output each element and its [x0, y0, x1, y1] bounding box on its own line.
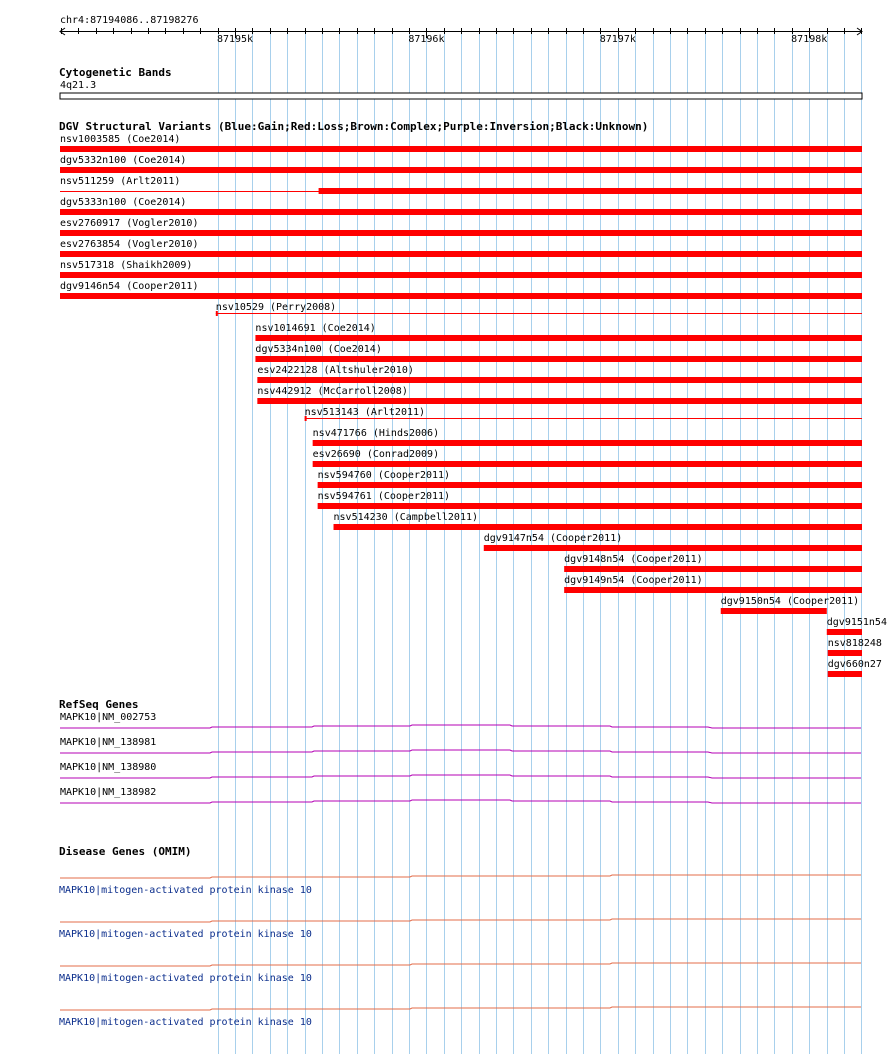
variant-label[interactable]: esv2763854 (Vogler2010): [60, 239, 199, 250]
refseq-gene-model: [60, 725, 861, 728]
refseq-gene-model: [60, 775, 861, 778]
variant-label[interactable]: esv26690 (Conrad2009): [312, 449, 440, 460]
variant-bar: [60, 251, 862, 257]
omim-gene-model: [60, 963, 861, 966]
variant-bar: [828, 650, 862, 656]
variant-bar: [255, 356, 862, 362]
variant-bar: [257, 398, 862, 404]
variant-bar: [827, 629, 862, 635]
variant-label[interactable]: esv2422128 (Altshuler2010): [257, 365, 414, 376]
variant-bar: [257, 377, 862, 383]
variant-label[interactable]: dgv5334n100 (Coe2014): [255, 344, 382, 355]
ruler-tick-label: 87195k: [216, 34, 254, 45]
refseq-gene-label[interactable]: MAPK10|NM_138980: [60, 762, 157, 773]
variant-label[interactable]: nsv10529 (Perry2008): [215, 302, 337, 313]
variant-label[interactable]: dgv660n27: [827, 659, 882, 670]
omim-gene-model: [60, 919, 861, 922]
variant-label[interactable]: esv2760917 (Vogler2010): [60, 218, 199, 229]
variant-label[interactable]: nsv594761 (Cooper2011): [317, 491, 451, 502]
variant-label[interactable]: nsv818248: [827, 638, 882, 649]
variant-label[interactable]: nsv594760 (Cooper2011): [317, 470, 451, 481]
omim-gene-label[interactable]: MAPK10|mitogen-activated protein kinase 10: [59, 1017, 312, 1028]
variant-bar: [318, 482, 862, 488]
variant-label[interactable]: nsv511259 (Arlt2011): [60, 176, 181, 187]
variant-bar: [60, 272, 862, 278]
variant-label[interactable]: dgv9147n54 (Cooper2011): [483, 533, 623, 544]
variant-bar: [318, 503, 862, 509]
variant-bar: [60, 209, 862, 215]
variant-label[interactable]: dgv5333n100 (Coe2014): [60, 197, 187, 208]
variant-bar: [319, 188, 862, 194]
omim-gene-model: [60, 875, 861, 878]
variant-label[interactable]: dgv9151n54: [826, 617, 887, 628]
variant-bar: [313, 461, 862, 467]
omim-gene-label[interactable]: MAPK10|mitogen-activated protein kinase 10: [59, 973, 312, 984]
variant-label[interactable]: nsv471766 (Hinds2006): [312, 428, 440, 439]
refseq-track-title[interactable]: RefSeq Genes: [59, 698, 139, 711]
omim-gene-label[interactable]: MAPK10|mitogen-activated protein kinase 10: [59, 885, 312, 896]
variant-bar: [60, 230, 862, 236]
variant-label[interactable]: nsv517318 (Shaikh2009): [60, 260, 193, 271]
variant-label[interactable]: nsv442912 (McCarroll2008): [257, 386, 408, 397]
variant-bar: [60, 293, 862, 299]
variant-bar: [334, 524, 862, 530]
refseq-gene-label[interactable]: MAPK10|NM_138981: [60, 737, 157, 748]
variant-label[interactable]: nsv513143 (Arlt2011): [304, 407, 426, 418]
variant-label[interactable]: nsv1014691 (Coe2014): [255, 323, 376, 334]
variant-label[interactable]: dgv9150n54 (Cooper2011): [720, 596, 860, 607]
refseq-gene-label[interactable]: MAPK10|NM_138982: [60, 787, 157, 798]
variant-bar: [828, 671, 862, 677]
variant-bar: [564, 587, 862, 593]
variant-bar: [313, 440, 862, 446]
variant-bar: [721, 608, 827, 614]
refseq-gene-label[interactable]: MAPK10|NM_002753: [60, 712, 157, 723]
ruler-coordinates: chr4:87194086..87198276: [60, 15, 199, 26]
variant-label[interactable]: dgv9149n54 (Cooper2011): [564, 575, 703, 586]
variant-bar: [255, 335, 862, 341]
cyto-track-title[interactable]: Cytogenetic Bands: [59, 66, 172, 79]
refseq-gene-model: [60, 750, 861, 753]
ruler-tick-label: 87196k: [408, 34, 445, 45]
refseq-gene-model: [60, 800, 861, 803]
variant-label[interactable]: dgv9146n54 (Cooper2011): [60, 281, 199, 292]
cytoband-bar: [60, 93, 862, 99]
omim-gene-model: [60, 1007, 861, 1010]
variant-bar: [564, 566, 862, 572]
omim-gene-label[interactable]: MAPK10|mitogen-activated protein kinase 10: [59, 929, 312, 940]
variant-bar: [484, 545, 862, 551]
ruler-tick-label: 87197k: [599, 34, 636, 45]
variant-bar: [60, 167, 862, 173]
variant-bar: [60, 146, 862, 152]
ruler-tick-label: 87198k: [791, 34, 828, 45]
variant-label[interactable]: dgv9148n54 (Cooper2011): [564, 554, 703, 565]
variant-label[interactable]: nsv1003585 (Coe2014): [60, 134, 181, 145]
variant-label[interactable]: dgv5332n100 (Coe2014): [60, 155, 187, 166]
variant-label[interactable]: nsv514230 (Campbell2011): [333, 512, 479, 523]
omim-track-title[interactable]: Disease Genes (OMIM): [59, 845, 192, 858]
dgv-track-title[interactable]: DGV Structural Variants (Blue:Gain;Red:Loss;Brown:Complex;Purple:Inversion;Black:Unknown): [59, 120, 649, 133]
cyto-band-label: 4q21.3: [60, 80, 97, 91]
